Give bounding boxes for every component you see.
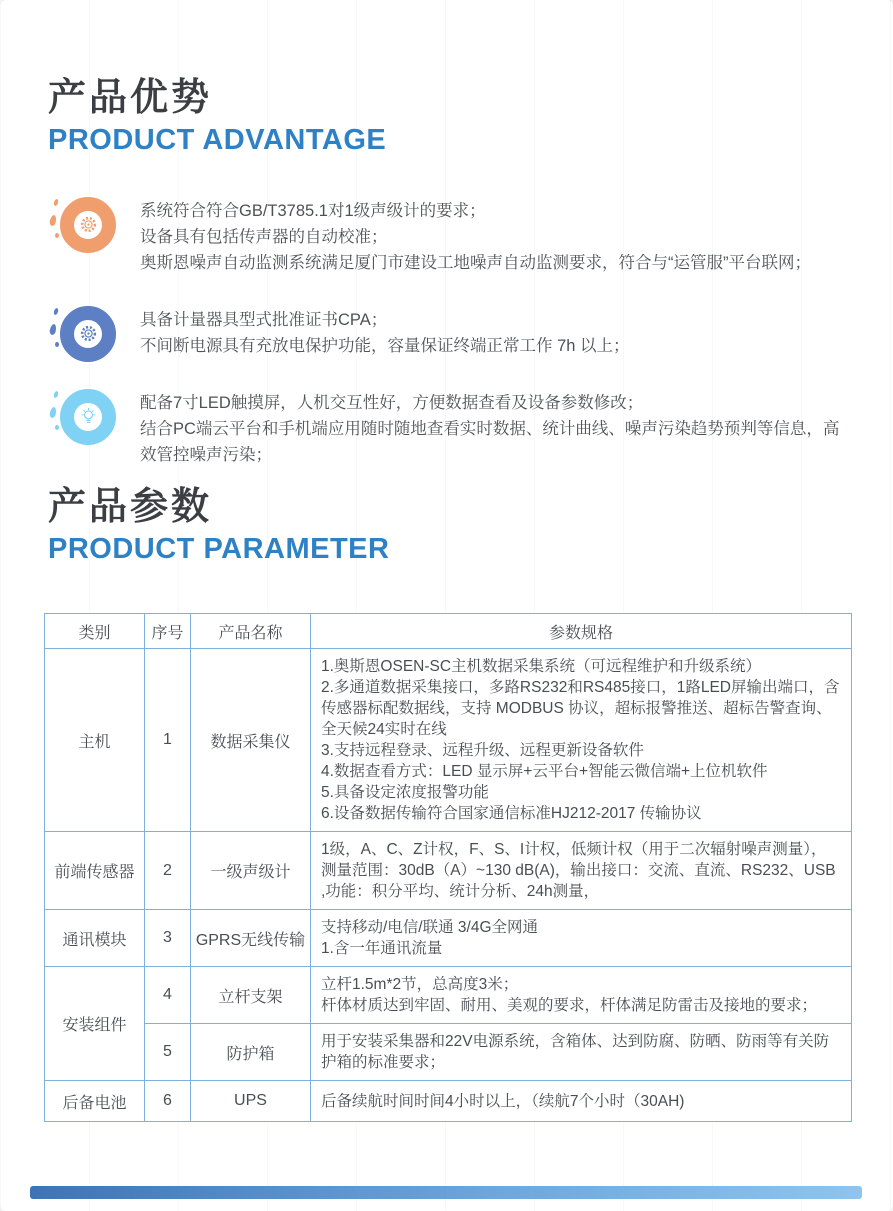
advantage-item-2 (48, 306, 853, 359)
spec-line: 1级，A、C、Z计权，F、S、I计权，低频计权（用于二次辐射噪声测量），测量范围：30dB（A）~130 dB(A)，输出接口：交流、直流、RS232、USB ,功能：积分平均、统计分析、24h测量， (321, 841, 836, 900)
advantage-text-line: 具备计量器具型式批准证书CPA； (140, 310, 388, 329)
table-row (45, 1024, 852, 1081)
spec-cell (311, 649, 852, 832)
no-cell: 2 (145, 832, 191, 910)
bulb-icon (48, 389, 140, 468)
category-cell: 主机 (45, 649, 145, 832)
icon-ring (60, 197, 116, 253)
table-row (45, 967, 852, 1024)
splash-dot (49, 214, 57, 226)
product-name-cell: UPS (191, 1081, 311, 1122)
splash-dot (53, 198, 59, 206)
spec-line: 4.数据查看方式：LED 显示屏+云平台+智能云微信端+上位机软件 (321, 763, 768, 780)
advantage-text-line: 设备具有包括传声器的自动校准； (140, 227, 388, 246)
category-cell: 安装组件 (45, 967, 145, 1081)
spec-line: 2.多通道数据采集接口，多路RS232和RS485接口，1路LED屏输出端口，含传感器标配数据线，支持 MODBUS 协议，超标报警推送、超标告警查询、全天候24实时在线 (321, 679, 840, 738)
spec-line: 1.奥斯恩OSEN-SC主机数据采集系统（可远程维护和升级系统） (321, 658, 762, 675)
splash-dot (49, 323, 57, 335)
advantage-text-line: 系统符合符合GB/T3785.1对1级声级计的要求； (140, 201, 486, 220)
advantage-text-line: 配备7寸LED触摸屏，人机交互性好，方便数据查看及设备参数修改； (140, 393, 644, 412)
no-cell: 1 (145, 649, 191, 832)
table-header-row (45, 614, 852, 649)
table-row (45, 1081, 852, 1122)
spec-cell (311, 832, 852, 910)
column-header: 类别 (45, 614, 145, 649)
product-name-cell: 一级声级计 (191, 832, 311, 910)
parameter-title-en: PRODUCT PARAMETER (48, 532, 390, 565)
gear-icon (48, 306, 140, 359)
parameter-section (48, 487, 853, 566)
advantage-item-1 (48, 197, 853, 276)
splash-dot (49, 406, 57, 418)
splash-dot (53, 390, 59, 398)
advantage-text (140, 306, 630, 359)
product-name-cell: 防护箱 (191, 1024, 311, 1081)
category-cell: 通讯模块 (45, 910, 145, 967)
table-row (45, 649, 852, 832)
spec-line: 3.支持远程登录、远程升级、远程更新设备软件 (321, 742, 644, 759)
spec-line: 5.具备设定浓度报警功能 (321, 784, 489, 801)
spec-line: 立杆1.5m*2节，总高度3米； (321, 976, 519, 993)
category-cell: 后备电池 (45, 1081, 145, 1122)
product-name-cell: GPRS无线传输 (191, 910, 311, 967)
advantage-list (48, 197, 853, 468)
spec-line: 用于安装采集器和22V电源系统，含箱体、达到防腐、防晒、防雨等有关防护箱的标准要求； (321, 1033, 830, 1071)
spec-line: 支持移动/电信/联通 3/4G全网通 (321, 919, 539, 936)
column-header: 产品名称 (191, 614, 311, 649)
advantage-section (48, 78, 853, 498)
splash-dot (55, 233, 59, 238)
spec-line: 后备续航时间时间4小时以上，（续航7个小时（30AH) (321, 1092, 685, 1110)
advantage-text-line: 奥斯恩噪声自动监测系统满足厦门市建设工地噪声自动监测要求，符合与“运管服”平台联网； (140, 253, 811, 272)
parameter-title-zh: 产品参数 (48, 486, 213, 528)
advantage-text-line: 不间断电源具有充放电保护功能，容量保证终端正常工作 7h 以上； (140, 336, 630, 355)
advantage-title-en: PRODUCT ADVANTAGE (48, 123, 387, 156)
icon-ring (60, 389, 116, 445)
advantage-title-zh: 产品优势 (48, 77, 213, 119)
splash-dot (53, 307, 59, 315)
product-name-cell: 数据采集仪 (191, 649, 311, 832)
spec-line: 6.设备数据传输符合国家通信标准HJ212-2017 传输协议 (321, 805, 702, 822)
no-cell: 3 (145, 910, 191, 967)
parameter-table-wrap (44, 613, 852, 1122)
gear-icon (48, 197, 140, 276)
table-row (45, 910, 852, 967)
footer-divider-bar (30, 1186, 862, 1199)
spec-cell (311, 910, 852, 967)
parameter-table (44, 613, 852, 1122)
icon-ring (60, 306, 116, 362)
advantage-text (140, 197, 811, 276)
table-row (45, 832, 852, 910)
spec-line: 1.含一年通讯流量 (321, 940, 443, 957)
advantage-text (140, 389, 853, 468)
spec-cell (311, 967, 852, 1024)
no-cell: 5 (145, 1024, 191, 1081)
spec-cell (311, 1081, 852, 1122)
category-cell: 前端传感器 (45, 832, 145, 910)
no-cell: 6 (145, 1081, 191, 1122)
no-cell: 4 (145, 967, 191, 1024)
advantage-text-line: 结合PC端云平台和手机端应用随时随地查看实时数据、统计曲线、噪声污染趋势预判等信息，高效管控噪声污染； (140, 419, 840, 464)
advantage-item-3 (48, 389, 853, 468)
product-name-cell: 立杆支架 (191, 967, 311, 1024)
spec-line: 杆体材质达到牢固、耐用、美观的要求，杆体满足防雷击及接地的要求； (321, 997, 818, 1014)
column-header: 参数规格 (311, 614, 852, 649)
splash-dot (55, 425, 59, 430)
splash-dot (55, 342, 59, 347)
spec-cell (311, 1024, 852, 1081)
column-header: 序号 (145, 614, 191, 649)
